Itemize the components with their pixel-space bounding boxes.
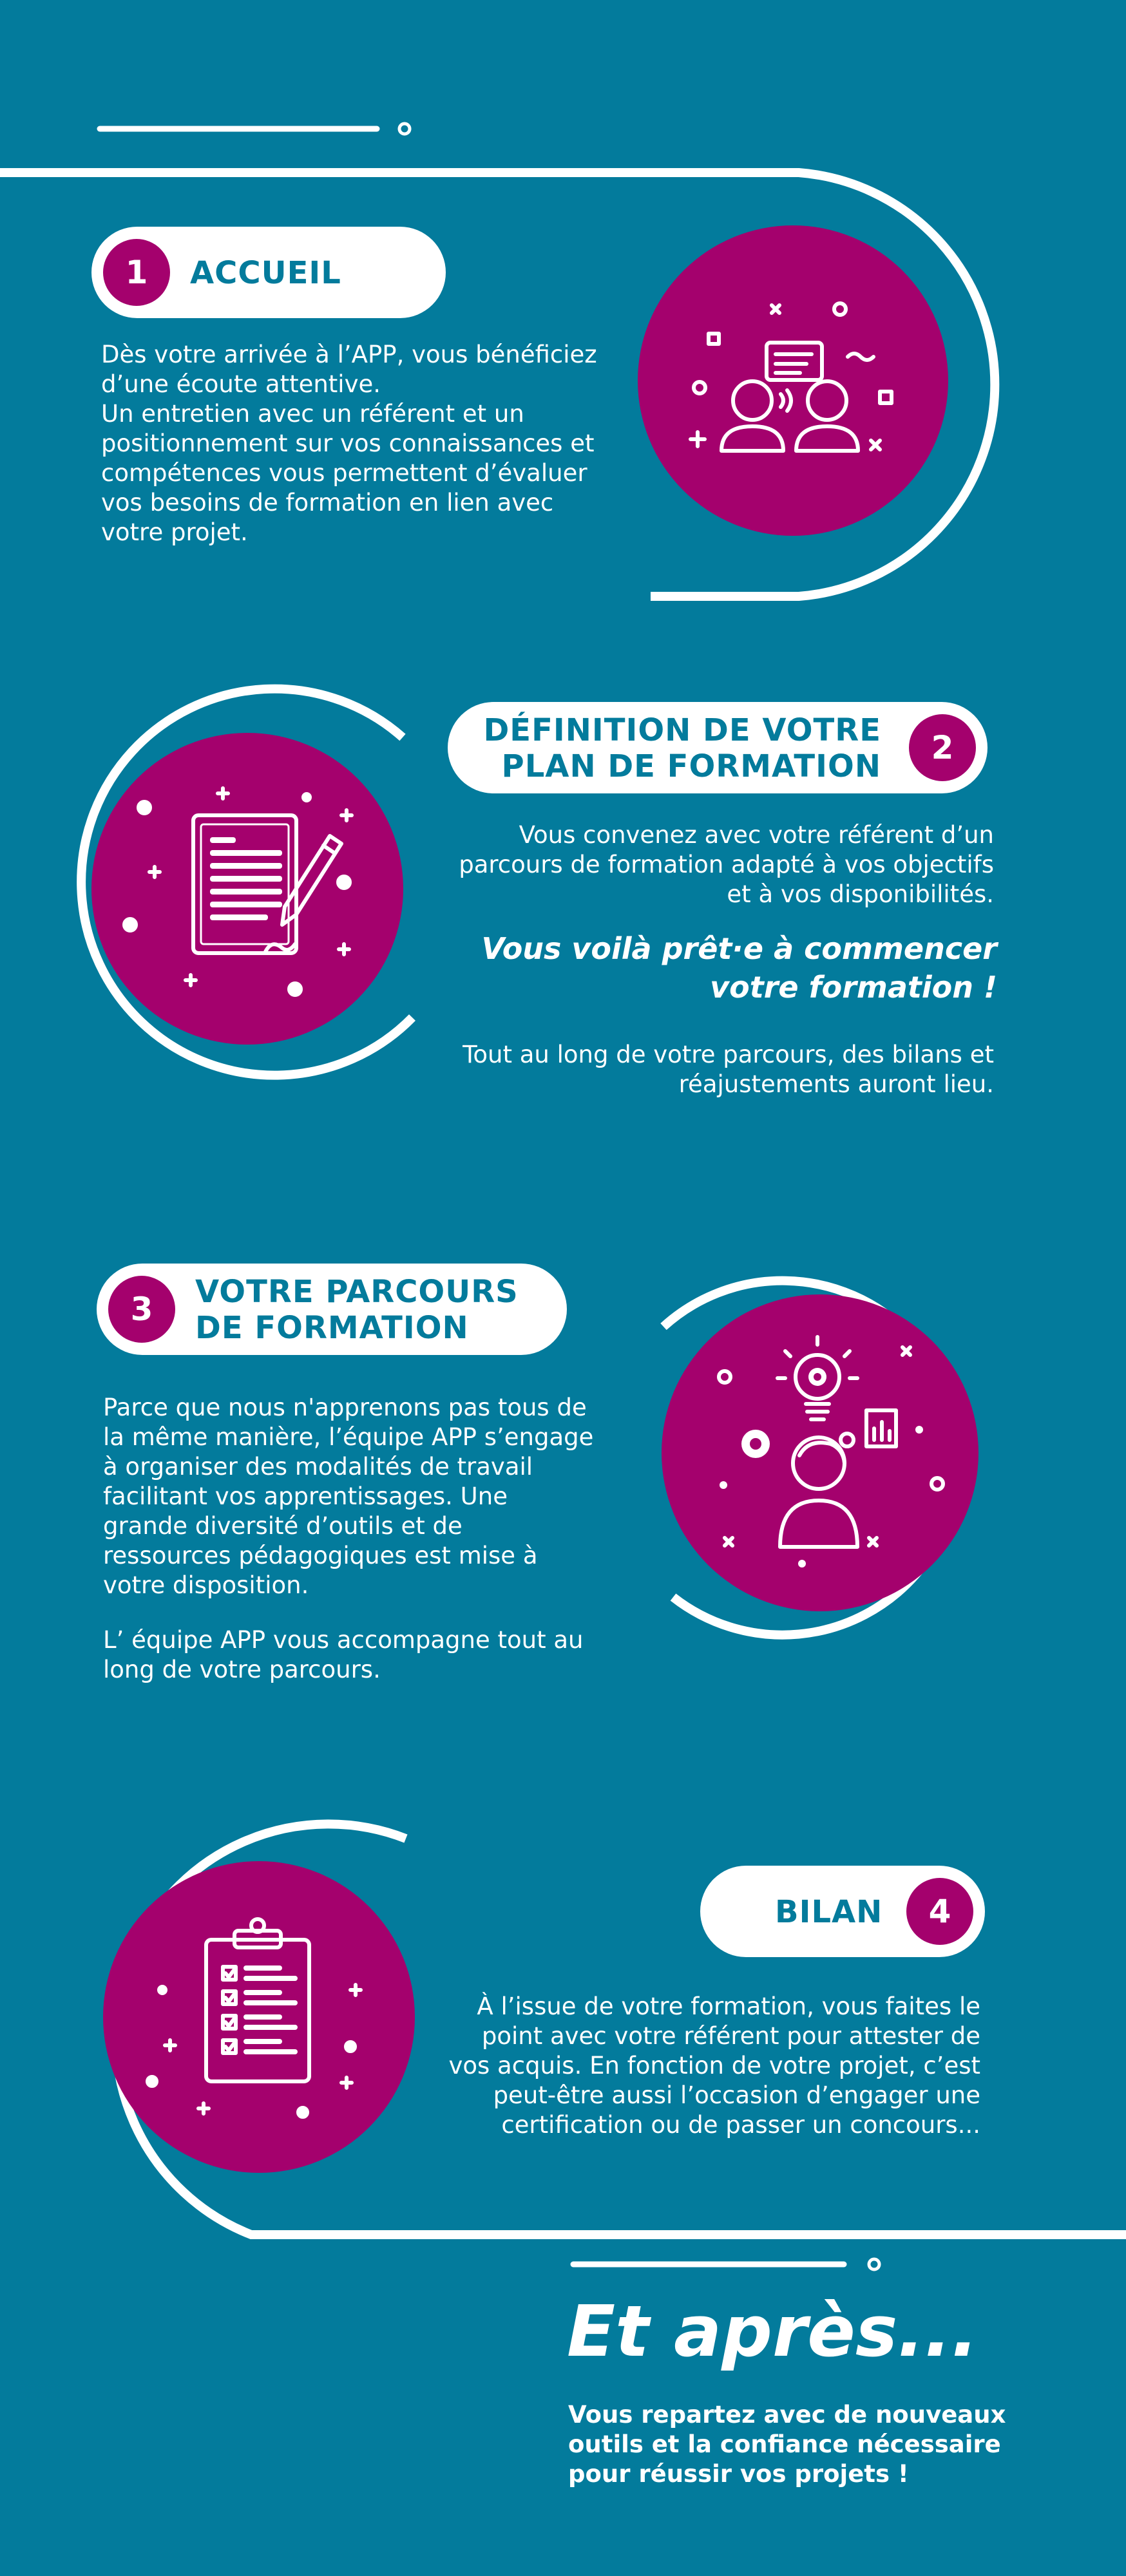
step-1-title: ACCUEIL: [190, 255, 341, 291]
step-2-title-line2: PLAN DE FORMATION: [501, 748, 881, 784]
learner-ideas-icon: [662, 1294, 978, 1611]
step-3-number: 3: [108, 1276, 175, 1343]
step-4-icon-circle: [103, 1861, 415, 2173]
step-2-header: [448, 702, 988, 793]
step-4-body: À l’issue de votre formation, vous faites le point avec votre référent pour attester de vos acquis. En fonction de votre projet, c’est peut-être aussi l’occasion d’engager une certification ou de passer un concours...: [448, 1993, 980, 2139]
step-2-number: 2: [909, 714, 976, 781]
step-1-icon-circle: [638, 225, 948, 536]
step-2-icon-circle: [91, 733, 403, 1045]
step-3-header: [97, 1264, 567, 1355]
consultation-icon: [638, 225, 948, 536]
step-1-number: 1: [103, 239, 170, 306]
step-2-body-2: Tout au long de votre parcours, des bilans et réajustements auront lieu.: [463, 1041, 994, 1098]
after-title: Et après...: [567, 2290, 978, 2372]
step-4-header: [700, 1866, 985, 1957]
step-2-highlight: Vous voilà prêt·e à commencer votre formation !: [481, 931, 997, 1005]
step-3-icon-circle: [662, 1294, 978, 1611]
step-3-body: Parce que nous n'apprenons pas tous de la même manière, l’équipe APP s’engage à organiser des modalités de travail facilitant vos apprentissages. Une grande diversité d’outils et de ressources pédagogiques est mise à votre disposition.: [103, 1394, 594, 1599]
step-3-title-line2: DE FORMATION: [195, 1310, 469, 1346]
document-signing-icon: [91, 733, 403, 1045]
step-1-header: [91, 227, 446, 318]
step-3-body-2: L’ équipe APP vous accompagne tout au long de votre parcours.: [103, 1626, 584, 1683]
step-1-body: Dès votre arrivée à l’APP, vous bénéficiez d’une écoute attentive. Un entretien avec un référent et un positionnement sur vos connaissances et compétences vous permettent d’évaluer vos besoins de formation en lien avec votre projet.: [101, 341, 597, 546]
step-4-number: 4: [906, 1878, 973, 1945]
step-3-title-line1: VOTRE PARCOURS: [195, 1274, 519, 1310]
checklist-clipboard-icon: [103, 1861, 415, 2173]
step-2-body: Vous convenez avec votre référent d’un parcours de formation adapté à vos objectifs et à vos disponibilités.: [459, 821, 994, 908]
step-2-title-line1: DÉFINITION DE VOTRE: [483, 712, 881, 748]
after-body: Vous repartez avec de nouveaux outils et la confiance nécessaire pour réussir vos projets !: [568, 2401, 1006, 2488]
step-4-title: BILAN: [775, 1894, 883, 1930]
